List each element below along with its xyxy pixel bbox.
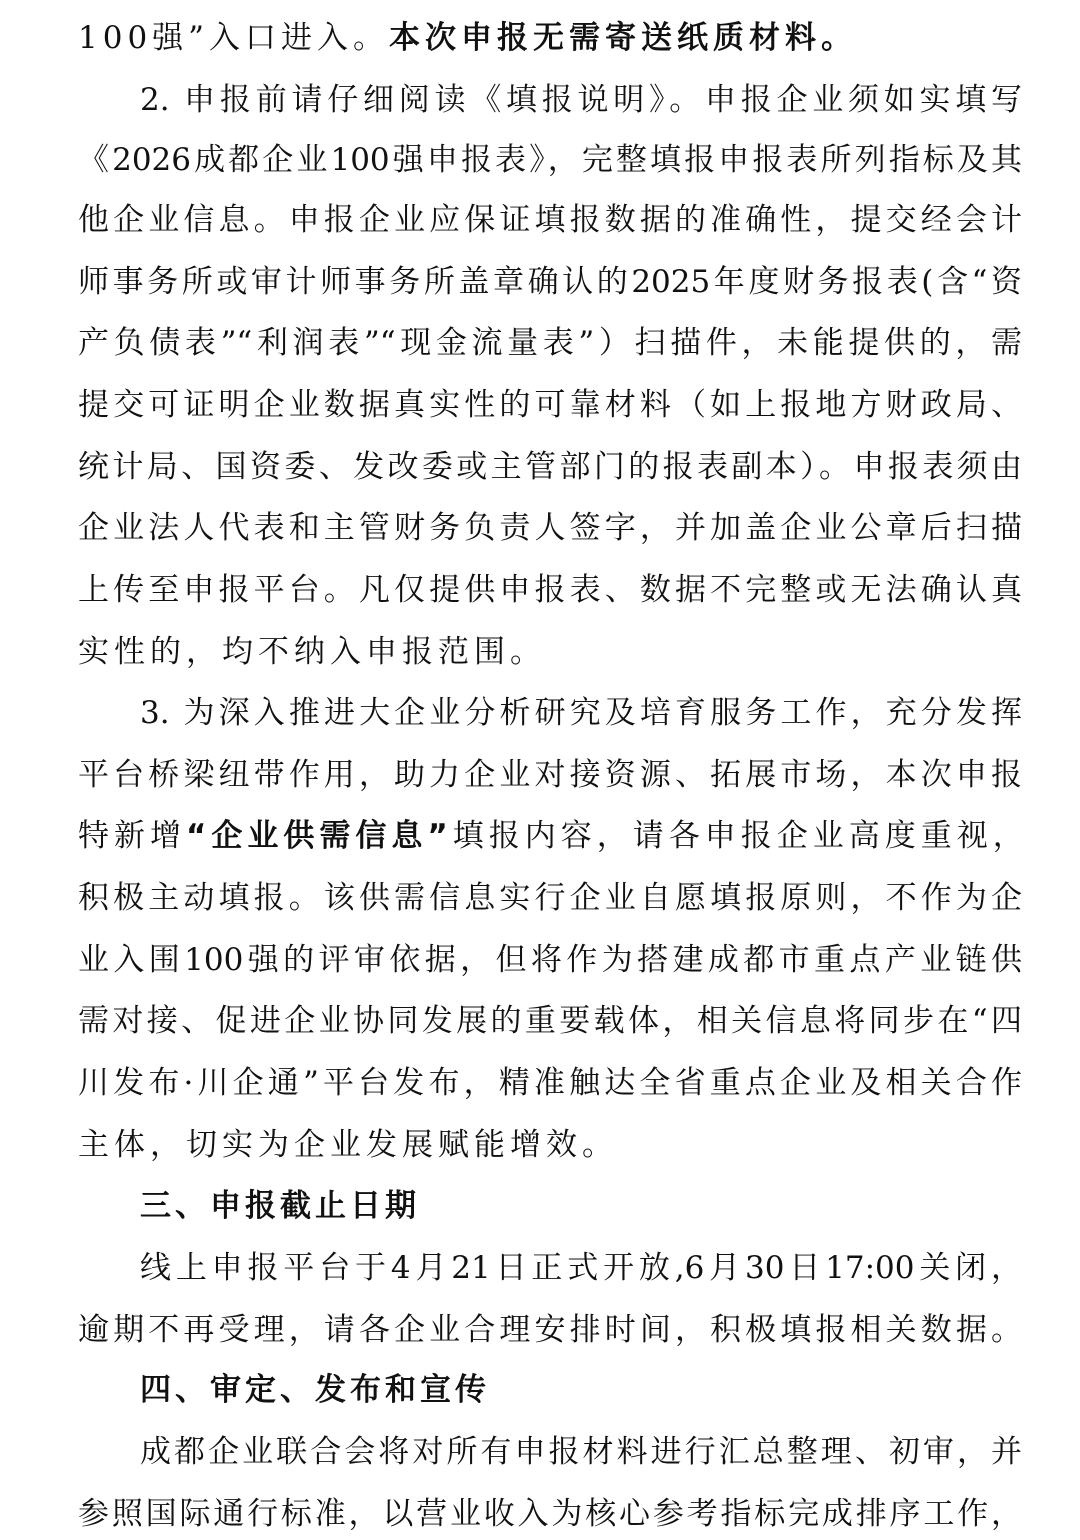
para-3-line-7: 川发布·川企通”平台发布，精准触达全省重点企业及相关合作 (78, 1065, 1022, 1101)
para-3-line-6: 需对接、促进企业协同发展的重要载体，相关信息将同步在“四 (78, 1003, 1022, 1039)
para-2-line-8: 企业法人代表和主管财务负责人签字，并加盖企业公章后扫描 (78, 510, 1022, 546)
para-2-line-3: 他企业信息。申报企业应保证填报数据的准确性，提交经会计 (78, 202, 1022, 238)
para-2-line-4: 师事务所或审计师事务所盖章确认的2025年度财务报表(含“资 (78, 264, 1022, 300)
para-3-line-5: 业入围100强的评审依据，但将作为搭建成都市重点产业链供 (78, 942, 1022, 978)
section-4-heading: 四、审定、发布和宣传 (140, 1372, 490, 1408)
para-1-line-1 (78, 18, 857, 58)
para-3-line-2: 平台桥梁纽带作用，助力企业对接资源、拓展市场，本次申报 (78, 757, 1022, 793)
section-3-line-1: 线上申报平台于4月21日正式开放,6月30日17:00关闭， (140, 1250, 1022, 1286)
para-2-line-6: 提交可证明企业数据真实性的可靠材料（如上报地方财政局、 (78, 387, 1022, 423)
section-4-line-2: 参照国际通行标准，以营业收入为核心参考指标完成排序工作， (78, 1496, 1022, 1532)
para-2-line-2: 《2026成都企业100强申报表》，完整填报申报表所列指标及其 (78, 142, 1022, 178)
para-1-bold-text: 本次申报无需寄送纸质材料。 (389, 20, 858, 56)
section-3-line-2: 逾期不再受理，请各企业合理安排时间，积极填报相关数据。 (78, 1312, 1022, 1348)
para-3-line-8: 主体，切实为企业发展赋能增效。 (78, 1127, 618, 1163)
supply-demand-highlight: “企业供需信息” (186, 818, 453, 854)
section-3-heading: 三、申报截止日期 (140, 1188, 420, 1224)
para-3-line-4: 积极主动填报。该供需信息实行企业自愿填报原则，不作为企 (78, 880, 1022, 916)
para-3-line-3-end: 填报内容，请各申报企业高度重视， (452, 818, 1029, 854)
para-3-line-3 (78, 816, 1029, 856)
para-2-line-5: 产负债表”“利润表”“现金流量表”）扫描件，未能提供的，需 (78, 325, 1022, 361)
para-3-line-3-start: 特新增 (78, 818, 186, 854)
para-2-line-10: 实性的，均不纳入申报范围。 (78, 634, 546, 670)
para-2-line-1: 2. 申报前请仔细阅读《填报说明》。申报企业须如实填写 (140, 82, 1022, 118)
para-2-line-7: 统计局、国资委、发改委或主管部门的报表副本）。申报表须由 (78, 449, 1022, 485)
section-4-line-1: 成都企业联合会将对所有申报材料进行汇总整理、初审，并 (140, 1434, 1022, 1470)
para-2-line-9: 上传至申报平台。凡仅提供申报表、数据不完整或无法确认真 (78, 572, 1022, 608)
para-1-text: 100强”入口进入。 (78, 20, 390, 56)
para-3-line-1: 3. 为深入推进大企业分析研究及培育服务工作，充分发挥 (140, 695, 1022, 731)
